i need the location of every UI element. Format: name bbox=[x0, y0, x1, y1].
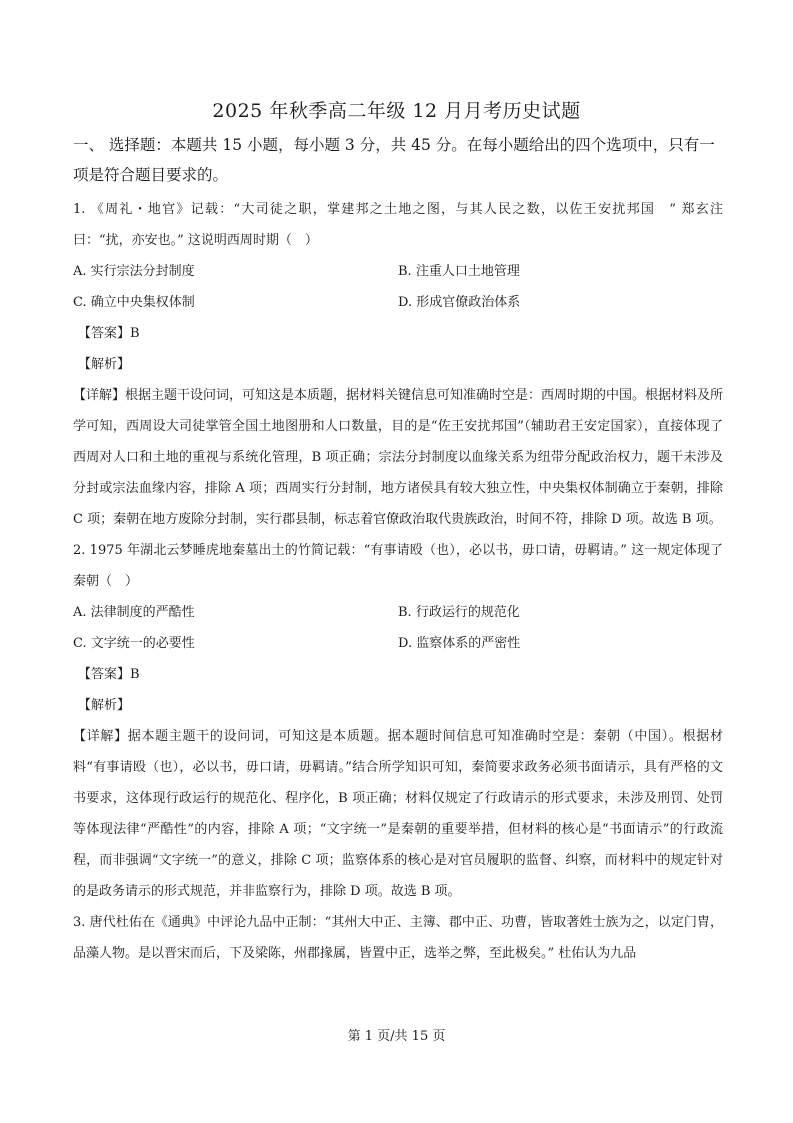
question-stem: 3. 唐代杜佑在《通典》中评论九品中正制：“其州大中正、主簿、郡中正、功曹，皆取著姓士族为之，以定门胄，品藻人物。是以晋宋而后，下及梁陈，州郡掾属，皆置中正，选举之弊，至此极矣。” 杜佑认为九品 bbox=[73, 915, 723, 961]
question-3 bbox=[73, 907, 723, 969]
question-stem: 2. 1975 年湖北云梦睡虎地秦墓出土的竹简记载：“有事请殴（也），必以书，毋口请，毋羁请。” 这一规定体现了秦朝（ ） bbox=[73, 543, 723, 589]
page-title: 2025 年秋季高二年级 12 月月考历史试题 bbox=[212, 100, 581, 122]
section-heading-line2: 项是符合题目要求的。 bbox=[73, 166, 229, 184]
section-heading-line1: 一、 选择题：本题共 15 小题，每小题 3 分，共 45 分。在每小题给出的四个选项中，只有一 bbox=[73, 136, 715, 154]
answer-label: 【答案】B bbox=[78, 326, 140, 341]
question-options bbox=[73, 256, 723, 318]
analysis-label: 【解析】 bbox=[78, 698, 131, 713]
question-1 bbox=[73, 194, 723, 535]
analysis-label: 【解析】 bbox=[78, 357, 131, 372]
question-stem: 1. 《周礼・地官》记载：“大司徒之职，掌建邦之土地之图，与其人民之数，以佐王安扰邦国 ” 郑玄注曰：“扰，亦安也。” 这说明西周时期（ ） bbox=[73, 202, 723, 248]
option-d: D. 形成官僚政治体系 bbox=[398, 295, 521, 310]
option-c: C. 确立中央集权体制 bbox=[73, 295, 195, 310]
detail-explanation: 【详解】据本题主题干的设问词，可知这是本质题。据本题时间信息可知准确时空是：秦朝（中国）。根据材料“有事请殴（也），必以书，毋口请，毋羁请。”结合所学知识可知，秦简要求政务必须书面请示，具有严格的文书要求，这体现行政运行的规范化、程序化，B 项正确；材料仅规定了行政请示的形式要求，未涉及刑罚、处罚等体现法律“严酷性”的内容，排除 A 项；“文字统一”是秦朝的重要举措，但材料的核心是“书面请示”的行政流程，而非强调“文字统一”的意义，排除 C 项；监察体系的核心是对官员履职的监督、纠察，而材料中的规定针对的是政务请示的形式规范，并非监察行为，排除 D 项。故选 B 项。 bbox=[73, 729, 723, 899]
option-b: B. 行政运行的规范化 bbox=[398, 605, 520, 620]
exam-content bbox=[73, 130, 723, 969]
option-b: B. 注重人口土地管理 bbox=[398, 264, 520, 279]
answer-label: 【答案】B bbox=[78, 667, 140, 682]
option-a: A. 法律制度的严酷性 bbox=[73, 605, 195, 620]
question-2 bbox=[73, 535, 723, 907]
detail-explanation: 【详解】根据主题干设问词，可知这是本质题，据材料关键信息可知准确时空是：西周时期的中国。根据材料及所学可知，西周设大司徒掌管全国土地图册和人口数量，目的是“佐王安扰邦国”（辅助君王安定国家），直接体现了西周对人口和土地的重视与系统化管理，B 项正确；宗法分封制度以血缘关系为纽带分配政治权力，题干未涉及分封或宗法血缘内容，排除 A 项；西周实行分封制，地方诸侯具有较大独立性，中央集权体制确立于秦朝，排除 C 项；秦朝在地方废除分封制，实行郡县制，标志着官僚政治取代贵族政治，时间不符，排除 D 项。故选 B 项。 bbox=[73, 388, 724, 527]
section-heading bbox=[73, 130, 723, 190]
question-options bbox=[73, 597, 723, 659]
option-c: C. 文字统一的必要性 bbox=[73, 636, 195, 651]
option-d: D. 监察体系的严密性 bbox=[398, 636, 521, 651]
page-footer: 第 1 页/共 15 页 bbox=[347, 1029, 446, 1044]
option-a: A. 实行宗法分封制度 bbox=[73, 264, 195, 279]
